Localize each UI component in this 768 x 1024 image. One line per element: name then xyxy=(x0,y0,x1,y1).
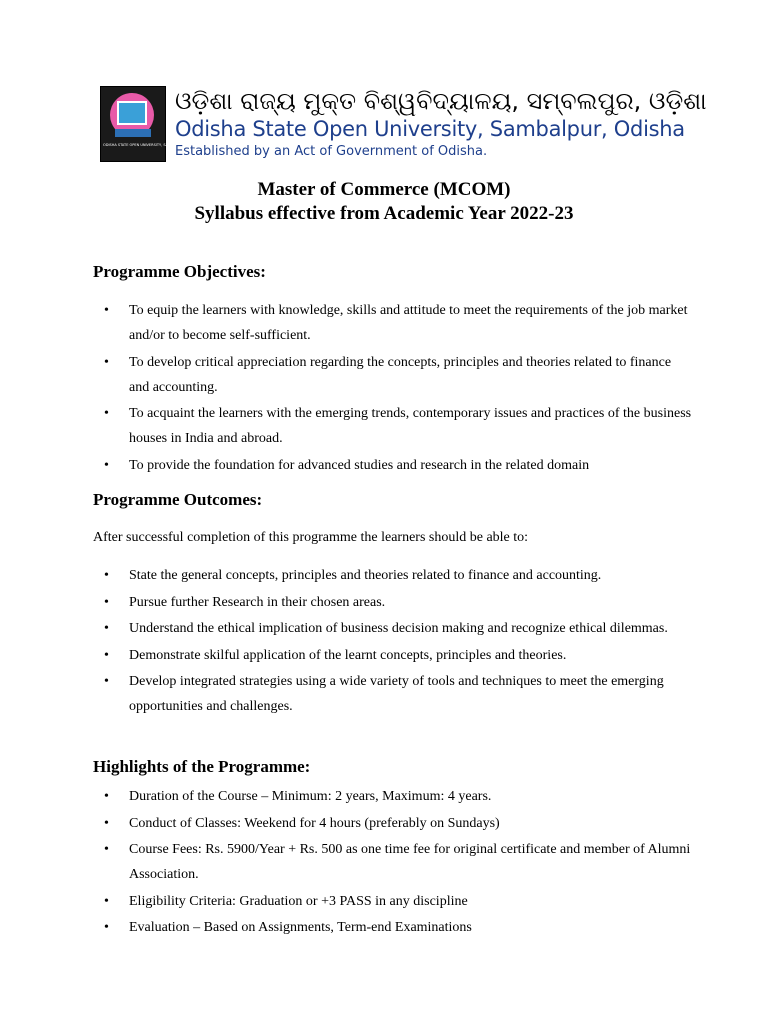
list-item: • To provide the foundation for advanced studies and research in the related domain xyxy=(93,453,693,478)
document-title xyxy=(0,178,768,226)
logo-banner xyxy=(115,129,151,137)
list-item: • Conduct of Classes: Weekend for 4 hours (preferably on Sundays) xyxy=(93,811,693,836)
logo-caption: ODISHA STATE OPEN UNIVERSITY, SAMBALPUR xyxy=(103,143,185,147)
list-item: • Duration of the Course – Minimum: 2 years, Maximum: 4 years. xyxy=(93,784,693,809)
objectives-list xyxy=(93,298,693,479)
list-item: • Pursue further Research in their chosen areas. xyxy=(93,590,693,615)
university-name: Odisha State Open University, Sambalpur, Odisha xyxy=(175,117,685,141)
list-item: • Evaluation – Based on Assignments, Term-end Examinations xyxy=(93,915,693,940)
outcomes-list xyxy=(93,563,693,721)
list-item: • To equip the learners with knowledge, skills and attitude to meet the requirements of the job market and/or to become self-sufficient. xyxy=(93,298,693,348)
title-line-1: Master of Commerce (MCOM) xyxy=(257,179,511,200)
list-item: • Develop integrated strategies using a wide variety of tools and techniques to meet the emerging opportunities and challenges. xyxy=(93,669,693,719)
list-item: • Understand the ethical implication of business decision making and recognize ethical dilemmas. xyxy=(93,616,693,641)
established-line: Established by an Act of Government of Odisha. xyxy=(175,144,488,159)
outcomes-heading: Programme Outcomes: xyxy=(93,490,263,509)
list-item: • Course Fees: Rs. 5900/Year + Rs. 500 as one time fee for original certificate and member of Alumni Association. xyxy=(93,837,693,887)
list-item: • State the general concepts, principles and theories related to finance and accounting. xyxy=(93,563,693,588)
list-item: • To develop critical appreciation regarding the concepts, principles and theories related to finance and accounting. xyxy=(93,350,693,400)
university-name-odia: ଓଡ଼ିଶା ରାଜ୍ୟ ମୁକ୍ତ ବିଶ୍ୱବିଦ୍ୟାଳୟ, ସମ୍ବଲପୁର, ଓଡ଼ିଶା xyxy=(175,87,707,115)
outcomes-intro: After successful completion of this programme the learners should be able to: xyxy=(93,530,529,545)
list-item: • To acquaint the learners with the emerging trends, contemporary issues and practices of the business houses in India and abroad. xyxy=(93,401,693,451)
highlights-list xyxy=(93,784,693,942)
title-line-2: Syllabus effective from Academic Year 2022-23 xyxy=(194,203,574,224)
list-item: • Eligibility Criteria: Graduation or +3 PASS in any discipline xyxy=(93,889,693,914)
highlights-heading: Highlights of the Programme: xyxy=(93,757,311,776)
university-logo xyxy=(100,86,185,162)
letterhead xyxy=(100,86,707,166)
list-item: • Demonstrate skilful application of the learnt concepts, principles and theories. xyxy=(93,643,693,668)
book-icon xyxy=(117,101,147,125)
objectives-heading: Programme Objectives: xyxy=(93,262,266,281)
